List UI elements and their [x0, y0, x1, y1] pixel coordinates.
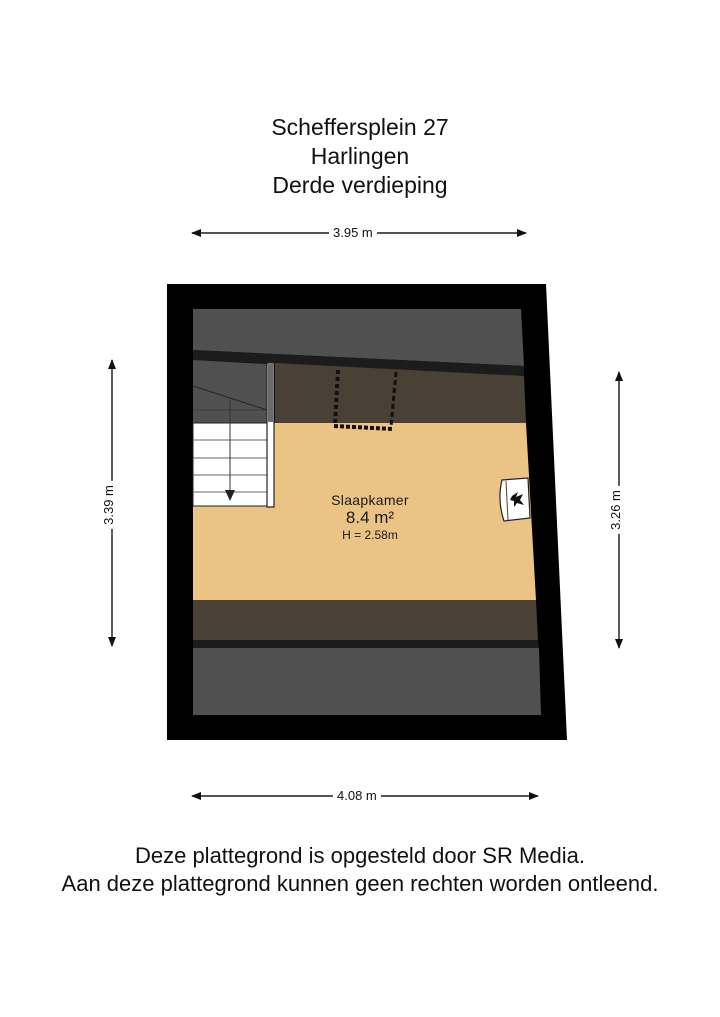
room-area: 8.4 m² [345, 508, 395, 527]
room-height: H = 2.58m [342, 528, 398, 542]
address-text: Scheffersplein 27 [271, 114, 449, 140]
roof-beam-bottom [193, 640, 539, 648]
dimension-right-label: 3.26 m [608, 486, 624, 534]
disclaimer-line-2: Aan deze plattegrond kunnen geen rechten worden ontleend. [61, 871, 659, 896]
dimension-bottom-label: 4.08 m [333, 788, 381, 804]
room-label-slaapkamer [290, 492, 450, 543]
roof-area-bottom [193, 648, 541, 715]
radiator [500, 478, 530, 521]
dimension-top-label: 3.95 m [329, 225, 377, 241]
floor-text: Derde verdieping [272, 172, 448, 198]
disclaimer [0, 842, 720, 898]
disclaimer-line-1: Deze plattegrond is opgesteld door SR Media. [134, 843, 586, 868]
city-text: Harlingen [310, 143, 410, 169]
room-name: Slaapkamer [331, 492, 409, 508]
dimension-left-label: 3.39 m [101, 481, 117, 529]
low-ceiling-bottom [193, 600, 538, 640]
